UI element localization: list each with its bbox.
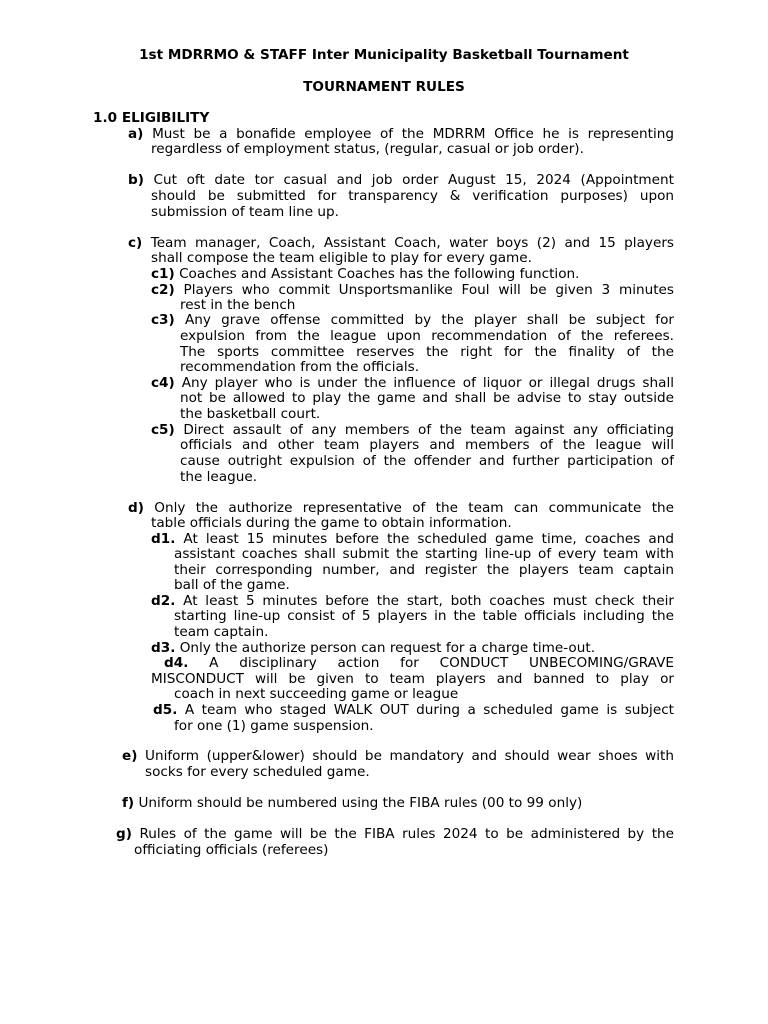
subrule-d1: d1. At least 15 minutes before the scheduled game time, coaches and	[151, 531, 674, 547]
rule-label: b)	[128, 172, 144, 188]
rule-label: c5)	[151, 422, 175, 438]
rule-text-line: table officials during the game to obtain information.	[151, 515, 512, 531]
rule-label: g)	[116, 826, 132, 842]
rule-text-line: f) Uniform should be numbered using the FIBA rules (00 to 99 only)	[122, 795, 583, 811]
rule-text-line: MISCONDUCT will be given to team players and banned to play or	[151, 671, 674, 687]
document-title: 1st MDRRMO & STAFF Inter Municipality Basketball Tournament	[139, 47, 629, 63]
rule-label: f)	[122, 795, 135, 811]
rule-text-line: not be allowed to play the game and shall be advise to stay outside	[180, 390, 674, 406]
rule-text-line: submission of team line up.	[151, 204, 339, 220]
rule-text-line: c) Team manager, Coach, Assistant Coach, water boys (2) and 15 players	[128, 235, 674, 251]
rule-text-line: e) Uniform (upper&lower) should be mandatory and should wear shoes with	[122, 748, 674, 764]
subrule-c3: c3) Any grave offense committed by the player shall be subject for	[151, 312, 674, 328]
rule-text-line: b) Cut oft date tor casual and job order August 15, 2024 (Appointment	[128, 172, 674, 188]
rule-text-line: socks for every scheduled game.	[145, 764, 370, 780]
subrule-d2: d2. At least 5 minutes before the start, both coaches must check their	[151, 593, 674, 609]
document-subtitle: TOURNAMENT RULES	[303, 79, 465, 95]
rule-label: a)	[128, 126, 144, 142]
rule-text-line: a) Must be a bonafide employee of the MDRRM Office he is representing	[128, 126, 675, 142]
subrule-d5: d5. A team who staged WALK OUT during a scheduled game is subject	[153, 702, 674, 718]
rule-label: d)	[128, 500, 144, 516]
rule-text-line: cause outright expulsion of the offender and further participation of	[180, 453, 674, 469]
section-heading: 1.0 ELIGIBILITY	[93, 110, 210, 126]
subrule-c5: c5) Direct assault of any members of the team against any officiating	[151, 422, 674, 438]
rule-label: d3.	[151, 640, 176, 656]
rule-label: c4)	[151, 375, 175, 391]
rule-text-line: coach in next succeeding game or league	[174, 686, 459, 702]
rule-text-line: for one (1) game suspension.	[174, 718, 374, 734]
rule-text-line: expulsion from the league upon recommendation of the referees.	[180, 328, 674, 344]
rule-text-line: should be submitted for transparency & verification purposes) upon	[151, 188, 674, 204]
subrule-c1: c1) Coaches and Assistant Coaches has the following function.	[151, 266, 580, 282]
rule-text-line: rest in the bench	[180, 297, 296, 313]
rule-label: c)	[128, 235, 143, 251]
rule-text-line: officiating officials (referees)	[134, 842, 329, 858]
subrule-d3: d3. Only the authorize person can request for a charge time-out.	[151, 640, 596, 656]
rule-text-line: regardless of employment status, (regular, casual or job order).	[151, 141, 584, 157]
rule-label: c2)	[151, 282, 175, 298]
rule-label: d2.	[151, 593, 176, 609]
rule-text-line: g) Rules of the game will be the FIBA rules 2024 to be administered by the	[116, 826, 674, 842]
rule-text-line: their corresponding number, and register the players team captain	[174, 562, 674, 578]
rule-text-line: officials and other team players and members of the league will	[180, 437, 674, 453]
subrule-c2: c2) Players who commit Unsportsmanlike Foul will be given 3 minutes	[151, 282, 674, 298]
rule-text-line: the basketball court.	[180, 406, 321, 422]
rule-text-line: assistant coaches shall submit the starting line-up of every team with	[174, 546, 674, 562]
rule-text-line: starting line-up consist of 5 players in the table officials including the	[174, 608, 674, 624]
rule-label: e)	[122, 748, 138, 764]
rule-label: c3)	[151, 312, 175, 328]
rule-text-line: shall compose the team eligible to play for every game.	[151, 250, 532, 266]
rule-label: d5.	[153, 702, 178, 718]
rule-text-line: The sports committee reserves the right for the finality of the	[180, 344, 674, 360]
rule-label: c1)	[151, 266, 175, 282]
rule-text-line: d) Only the authorize representative of the team can communicate the	[128, 500, 675, 516]
rule-label: d1.	[151, 531, 176, 547]
subrule-c4: c4) Any player who is under the influence of liquor or illegal drugs shall	[151, 375, 674, 391]
rule-text-line: recommendation from the officials.	[180, 359, 420, 375]
rule-text-line: team captain.	[174, 624, 269, 640]
rule-text-line: the league.	[180, 469, 258, 485]
subrule-d4: d4. A disciplinary action for CONDUCT UNBECOMING/GRAVE	[164, 655, 674, 671]
rule-text-line: ball of the game.	[174, 577, 290, 593]
rule-label: d4.	[164, 655, 189, 671]
